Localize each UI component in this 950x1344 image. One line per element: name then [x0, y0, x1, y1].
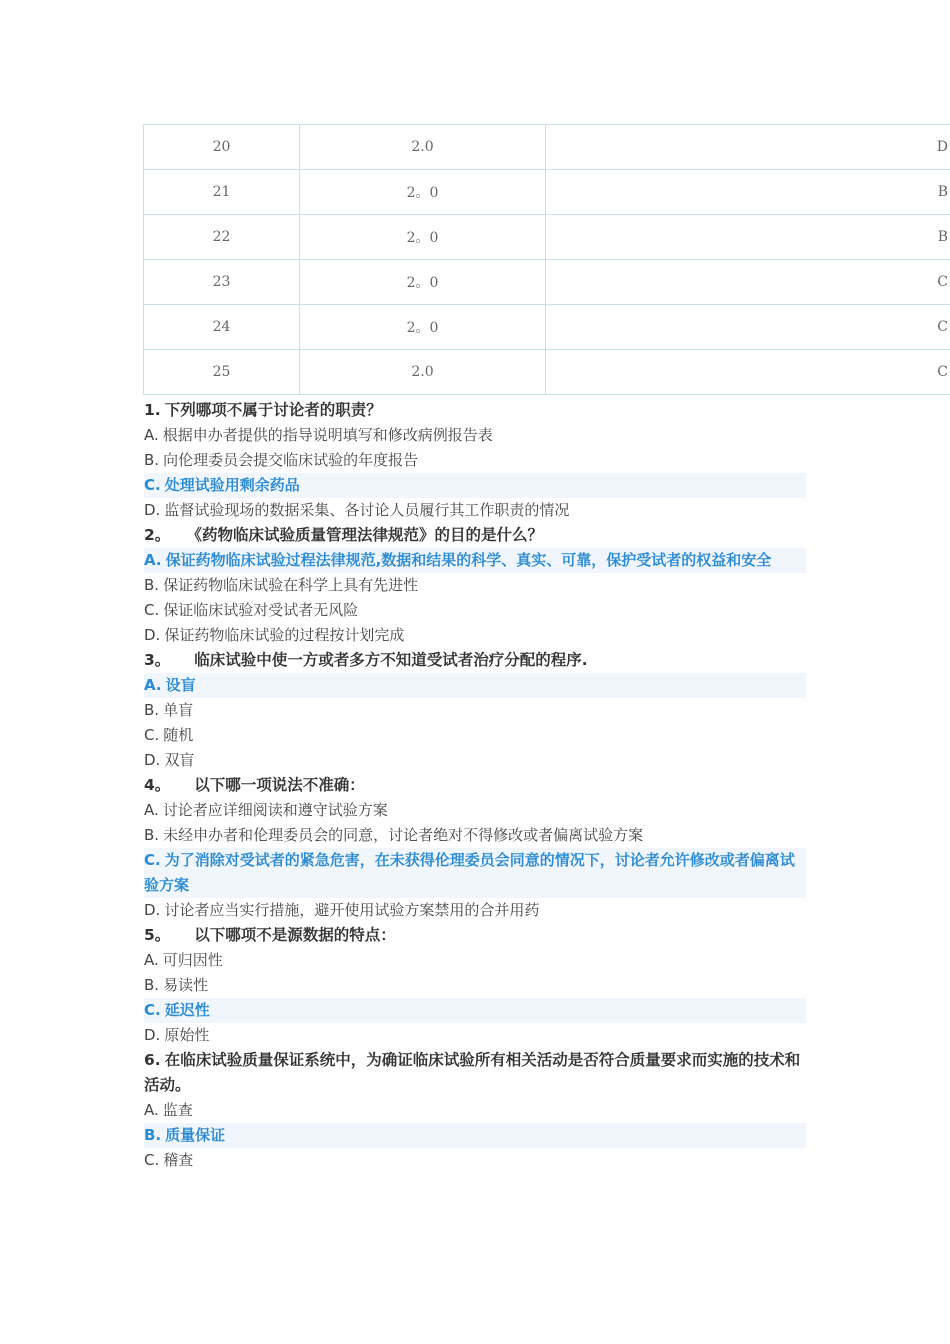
option-letter: A.: [144, 951, 159, 969]
answer-cell: C: [546, 260, 950, 305]
answer-option: [144, 498, 806, 523]
score-cell: 2。0: [300, 215, 546, 260]
option-text: 双盲: [164, 751, 195, 769]
option-letter: B.: [144, 576, 160, 594]
option-letter: C.: [144, 851, 161, 869]
question-block: [144, 523, 806, 648]
answer-option: [144, 823, 806, 848]
score-row: [144, 260, 950, 305]
option-text: 为了消除对受试者的紧急危害，在未获得伦理委员会同意的情况下，讨论者允许修改或者偏离试验方案: [144, 851, 795, 894]
answer-cell: C: [546, 350, 950, 395]
question-block: [144, 1048, 806, 1173]
score-row: [144, 170, 950, 215]
option-letter: B.: [144, 701, 160, 719]
option-text: 监督试验现场的数据采集、各讨论人员履行其工作职责的情况: [164, 501, 570, 519]
option-text: 处理试验用剩余药品: [164, 476, 300, 494]
option-text: 保证药物临床试验的过程按计划完成: [164, 626, 405, 644]
answer-option: [144, 1148, 806, 1173]
question-number-cell: 20: [144, 125, 300, 170]
option-text: 易读性: [163, 976, 209, 994]
question-number: 2。: [144, 526, 171, 544]
option-letter: C.: [144, 476, 161, 494]
option-letter: A.: [144, 801, 159, 819]
correct-option: [144, 473, 806, 498]
score-row: [144, 305, 950, 350]
question-number-cell: 22: [144, 215, 300, 260]
score-row: [144, 215, 950, 260]
answer-option: [144, 898, 806, 923]
question-block: [144, 648, 806, 773]
question-text: 下列哪项不属于讨论者的职责？: [164, 401, 382, 419]
option-text: 未经申办者和伦理委员会的同意，讨论者绝对不得修改或者偏离试验方案: [163, 826, 644, 844]
option-text: 延迟性: [164, 1001, 210, 1019]
question-block: [144, 398, 806, 523]
option-letter: D.: [144, 626, 161, 644]
answer-option: [144, 598, 806, 623]
answer-cell: C: [546, 305, 950, 350]
question-title: [144, 923, 806, 948]
question-number: 4。: [144, 776, 171, 794]
answer-option: [144, 423, 806, 448]
answer-option: [144, 973, 806, 998]
score-cell: 2。0: [300, 170, 546, 215]
question-title: [144, 1048, 806, 1098]
question-block: [144, 773, 806, 923]
answer-option: [144, 448, 806, 473]
answer-option: [144, 573, 806, 598]
option-letter: B.: [144, 826, 160, 844]
question-number: 6.: [144, 1051, 161, 1069]
option-letter: B.: [144, 976, 160, 994]
option-text: 单盲: [163, 701, 194, 719]
question-title: [144, 523, 806, 548]
option-text: 设盲: [165, 676, 196, 694]
question-number: 3。: [144, 651, 171, 669]
option-letter: A.: [144, 551, 162, 569]
question-text: 临床试验中使一方或者多方不知道受试者治疗分配的程序.: [194, 651, 588, 669]
answer-option: [144, 748, 806, 773]
option-letter: C.: [144, 1001, 161, 1019]
option-text: 可归因性: [162, 951, 223, 969]
option-text: 保证药物临床试验在科学上具有先进性: [163, 576, 419, 594]
question-title: [144, 648, 806, 673]
option-letter: B.: [144, 1126, 162, 1144]
correct-option: [144, 673, 806, 698]
answer-option: [144, 623, 806, 648]
answer-option: [144, 723, 806, 748]
score-table: [143, 124, 950, 395]
correct-option: [144, 548, 806, 573]
score-cell: 2。0: [300, 305, 546, 350]
question-title: [144, 398, 806, 423]
option-letter: C.: [144, 601, 160, 619]
option-letter: A.: [144, 1101, 159, 1119]
option-letter: C.: [144, 726, 160, 744]
option-text: 稽查: [163, 1151, 194, 1169]
answer-cell: D: [546, 125, 950, 170]
answer-option: [144, 1023, 806, 1048]
question-text: 以下哪一项说法不准确：: [194, 776, 365, 794]
answer-option: [144, 698, 806, 723]
option-letter: A.: [144, 426, 159, 444]
correct-option: [144, 848, 806, 898]
option-letter: D.: [144, 901, 161, 919]
option-letter: D.: [144, 751, 161, 769]
question-number-cell: 21: [144, 170, 300, 215]
score-cell: 2.0: [300, 350, 546, 395]
correct-option: [144, 998, 806, 1023]
question-text: 以下哪项不是源数据的特点：: [194, 926, 396, 944]
correct-option: [144, 1123, 806, 1148]
answer-option: [144, 798, 806, 823]
question-number: 5。: [144, 926, 171, 944]
option-text: 监查: [162, 1101, 193, 1119]
answer-cell: B: [546, 170, 950, 215]
option-letter: D.: [144, 1026, 161, 1044]
question-text: 《药物临床试验质量管理法律规范》的目的是什么？: [194, 526, 544, 544]
question-text: 在临床试验质量保证系统中，为确证临床试验所有相关活动是否符合质量要求而实施的技术和活动。: [144, 1051, 801, 1094]
score-cell: 2.0: [300, 125, 546, 170]
option-letter: D.: [144, 501, 161, 519]
option-letter: B.: [144, 451, 160, 469]
option-text: 质量保证: [165, 1126, 226, 1144]
score-table-body: [144, 125, 950, 395]
answer-option: [144, 948, 806, 973]
question-block: [144, 923, 806, 1048]
option-text: 讨论者应当实行措施，避开使用试验方案禁用的合并用药: [164, 901, 540, 919]
question-number-cell: 25: [144, 350, 300, 395]
question-list: [144, 398, 806, 1173]
answer-option: [144, 1098, 806, 1123]
question-title: [144, 773, 806, 798]
option-text: 保证临床试验对受试者无风险: [163, 601, 359, 619]
option-letter: A.: [144, 676, 162, 694]
option-text: 随机: [163, 726, 194, 744]
option-letter: C.: [144, 1151, 160, 1169]
score-row: [144, 350, 950, 395]
option-text: 讨论者应详细阅读和遵守试验方案: [162, 801, 388, 819]
option-text: 保证药物临床试验过程法律规范,数据和结果的科学、真实、可靠，保护受试者的权益和安全: [165, 551, 772, 569]
question-number: 1.: [144, 401, 161, 419]
question-number-cell: 24: [144, 305, 300, 350]
score-cell: 2。0: [300, 260, 546, 305]
option-text: 向伦理委员会提交临床试验的年度报告: [163, 451, 419, 469]
question-number-cell: 23: [144, 260, 300, 305]
option-text: 原始性: [164, 1026, 210, 1044]
answer-cell: B: [546, 215, 950, 260]
option-text: 根据申办者提供的指导说明填写和修改病例报告表: [162, 426, 493, 444]
score-row: [144, 125, 950, 170]
